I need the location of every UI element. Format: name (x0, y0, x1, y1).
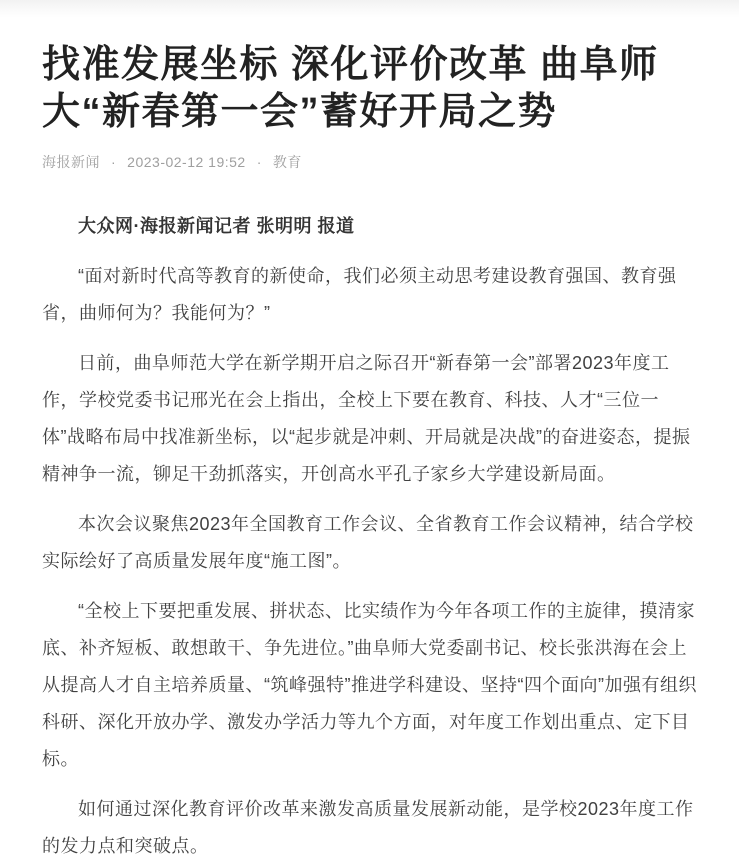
article-paragraph: “全校上下要把重发展、拼状态、比实绩作为今年各项工作的主旋律，摸清家底、补齐短板、敢想敢干、争先进位。”曲阜师大党委副书记、校长张洪海在会上从提高人才自主培养质量、“筑峰强特”推进学科建设、坚持“四个面向”加强有组织科研、深化开放办学、激发办学活力等九个方面，对年度工作划出重点、定下目标。 (42, 601, 697, 769)
article-body (42, 208, 697, 865)
source-name[interactable]: 海报新闻 (42, 154, 100, 170)
category-tag[interactable]: 教育 (272, 154, 302, 170)
meta-separator: · (256, 154, 262, 170)
publish-time: 2023-02-12 19:52 (127, 154, 246, 170)
article-title-line1: 找准发展坐标 深化评价改革 曲阜师 (42, 44, 659, 86)
paragraph-list (42, 258, 697, 865)
author-line: 大众网·海报新闻记者 张明明 报道 (78, 216, 355, 236)
article-title-line2: 大“新春第一会”蓄好开局之势 (42, 91, 558, 133)
article-title (42, 42, 697, 136)
article-paragraph: 本次会议聚焦2023年全国教育工作会议、全省教育工作会议精神，结合学校实际绘好了高质量发展年度“施工图”。 (42, 514, 694, 571)
meta-separator: · (111, 154, 117, 170)
article-paragraph: 日前，曲阜师范大学在新学期开启之际召开“新春第一会”部署2023年度工作，学校党委书记邢光在会上指出，全校上下要在教育、科技、人才“三位一体”战略布局中找准新坐标，以“起步就是冲刺、开局就是决战”的奋进姿态，提振精神争一流，铆足干劲抓落实，开创高水平孔子家乡大学建设新局面。 (42, 353, 691, 484)
article-meta (42, 152, 697, 172)
article-paragraph: “面对新时代高等教育的新使命，我们必须主动思考建设教育强国、教育强省，曲师何为？我能何为？” (42, 266, 677, 323)
article-paragraph: 如何通过深化教育评价改革来激发高质量发展新动能，是学校2023年度工作的发力点和突破点。 (42, 799, 694, 856)
article-container (0, 42, 739, 865)
page-top-strip (0, 0, 739, 18)
